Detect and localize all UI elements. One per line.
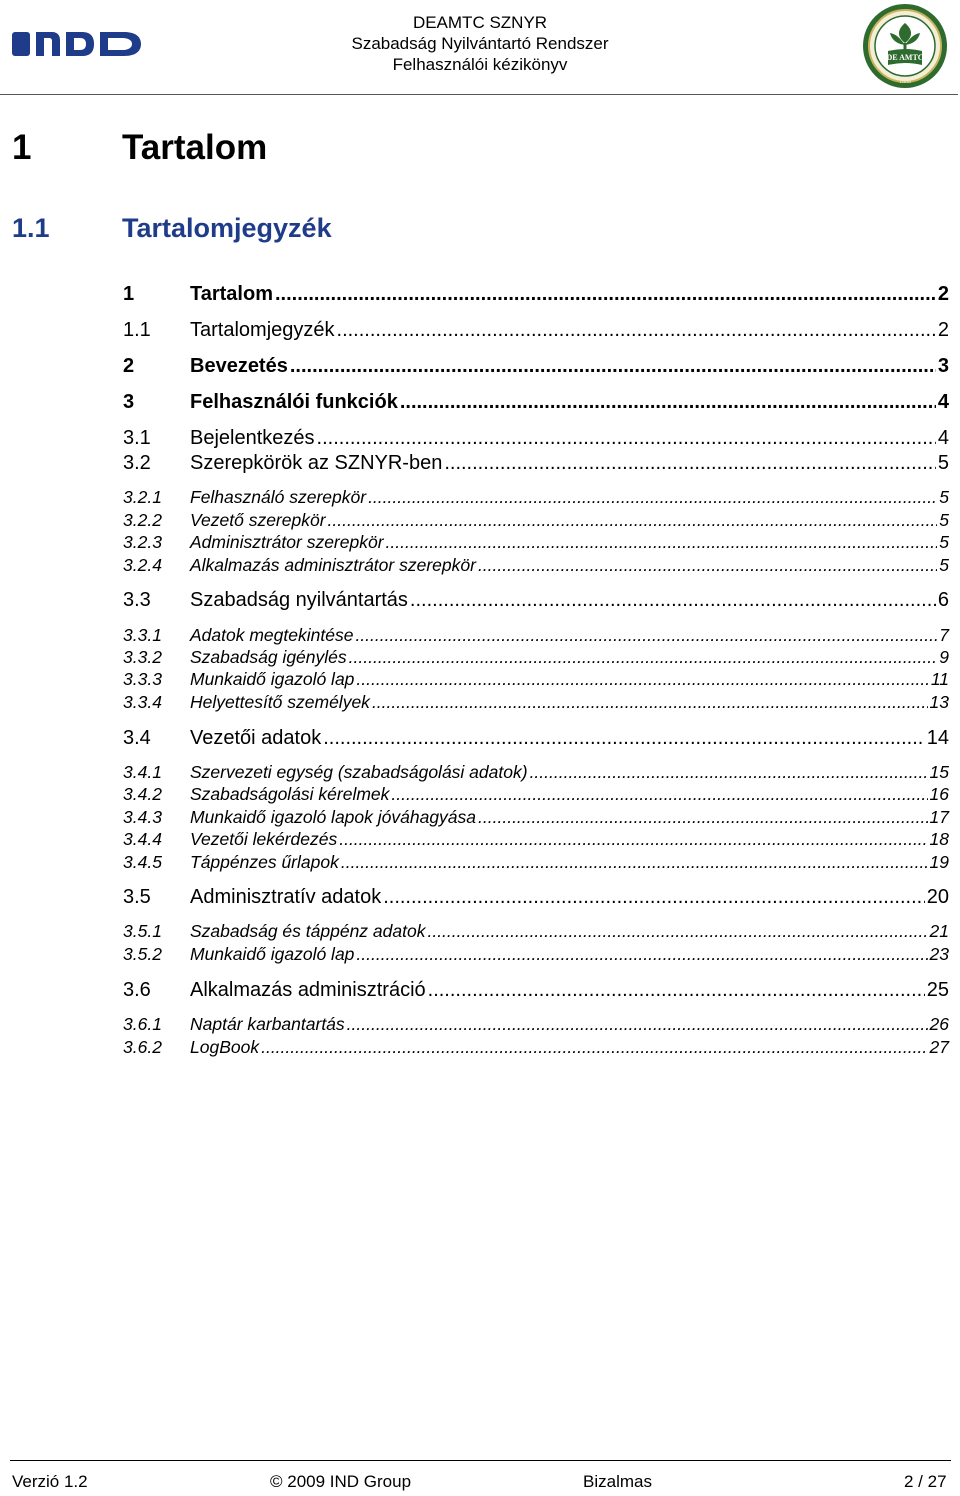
toc-leader-dots	[339, 829, 927, 850]
toc-leader-dots	[386, 532, 938, 553]
toc-entry-title: Szabadság és táppénz adatok	[190, 921, 426, 941]
toc-entry-number: 3	[123, 391, 135, 413]
toc-entry-number: 3.3	[123, 589, 151, 611]
toc-leader-dots	[261, 1037, 927, 1058]
toc-entry[interactable]	[123, 532, 949, 553]
toc-entry-title: Adminisztrátor szerepkör	[190, 532, 384, 552]
toc-entry-page: 15	[929, 762, 949, 782]
toc-entry-number: 3.5.2	[123, 944, 162, 964]
toc-entry-number: 3.1	[123, 427, 151, 449]
toc-leader-dots	[530, 762, 928, 783]
toc-entry-title: Munkaidő igazoló lap	[190, 944, 355, 964]
toc-entry-number: 3.4.3	[123, 807, 162, 827]
toc-entry-page: 4	[937, 391, 949, 413]
seal-year: 1868	[899, 79, 911, 85]
toc-entry-title: Naptár karbantartás	[190, 1014, 345, 1034]
toc-leader-dots	[372, 692, 928, 713]
toc-entry-number: 3.2.3	[123, 532, 162, 552]
toc-leader-dots	[317, 427, 936, 450]
toc-entry-page: 5	[939, 532, 949, 552]
toc-entry-title: Felhasználó szerepkör	[190, 487, 367, 507]
toc-entry[interactable]	[123, 692, 949, 713]
footer-confidentiality: Bizalmas	[583, 1472, 652, 1491]
toc-leader-dots	[444, 452, 936, 475]
toc-entry[interactable]	[123, 555, 949, 576]
toc-entry-number: 3.4.1	[123, 762, 162, 782]
toc-entry-title: Táppénzes űrlapok	[190, 852, 339, 872]
toc-entry-title: Szerepkörök az SZNYR-ben	[190, 452, 443, 474]
toc-entry[interactable]	[123, 391, 949, 414]
toc-leader-dots	[337, 319, 936, 342]
toc-entry[interactable]	[123, 1037, 949, 1058]
toc-entry-title: Munkaidő igazoló lap	[190, 669, 355, 689]
toc-entry-page: 6	[937, 589, 949, 611]
toc-entry-title: Alkalmazás adminisztráció	[190, 979, 426, 1001]
heading-1-number: 1	[12, 128, 32, 167]
toc-entry-number: 3.3.3	[123, 669, 162, 689]
heading-2-text: Tartalomjegyzék	[122, 213, 332, 243]
header-line-1: DEAMTC SZNYR	[412, 13, 548, 32]
toc-entry-page: 26	[929, 1014, 949, 1034]
toc-leader-dots	[341, 852, 928, 873]
toc-entry-number: 3.5	[123, 886, 151, 908]
toc-entry[interactable]	[123, 647, 949, 668]
toc-entry-title: Munkaidő igazoló lapok jóváhagyása	[190, 807, 477, 827]
toc-leader-dots	[410, 589, 936, 612]
toc-entry-page: 9	[939, 647, 949, 667]
toc-entry-page: 16	[929, 784, 949, 804]
toc-entry-number: 3.4.5	[123, 852, 162, 872]
toc-entry-title: Adminisztratív adatok	[190, 886, 382, 908]
toc-entry-title: Szabadságolási kérelmek	[190, 784, 390, 804]
toc-entry[interactable]	[123, 487, 949, 508]
toc-entry-title: Adatok megtekintése	[190, 625, 354, 645]
toc-entry[interactable]	[123, 944, 949, 965]
toc-entry-number: 1	[123, 283, 135, 305]
toc-entry[interactable]	[123, 979, 949, 1002]
toc-leader-dots	[347, 1014, 928, 1035]
toc-entry-number: 3.2	[123, 452, 151, 474]
toc-entry-title: Vezetői adatok	[190, 727, 322, 749]
toc-entry-page: 2	[937, 283, 949, 305]
toc-entry-page: 18	[929, 829, 949, 849]
toc-leader-dots	[478, 555, 937, 576]
header-line-2: Szabadság Nyilvántartó Rendszer	[351, 34, 609, 53]
toc-entry-page: 7	[939, 625, 949, 645]
toc-entry[interactable]	[123, 852, 949, 873]
toc-entry-page: 5	[937, 452, 949, 474]
toc-entry-page: 27	[929, 1037, 949, 1057]
toc-leader-dots	[356, 944, 927, 965]
toc-entry-number: 3.6.1	[123, 1014, 162, 1034]
toc-leader-dots	[383, 886, 925, 909]
toc-entry[interactable]	[123, 762, 949, 783]
toc-entry-number: 3.4	[123, 727, 151, 749]
toc-leader-dots	[349, 647, 938, 668]
toc-leader-dots	[356, 669, 928, 690]
toc-entry-title: Szabadság igénylés	[190, 647, 347, 667]
toc-entry-page: 23	[929, 944, 949, 964]
toc-entry-page: 11	[930, 669, 949, 689]
toc-entry-title: Helyettesítő személyek	[190, 692, 370, 712]
toc-entry-number: 3.4.2	[123, 784, 162, 804]
toc-entry-number: 3.6	[123, 979, 151, 1001]
toc-entry-title: Felhasználói funkciók	[190, 391, 398, 413]
table-of-contents	[123, 0, 949, 1100]
toc-entry-title: Bevezetés	[190, 355, 288, 377]
toc-entry[interactable]	[123, 283, 949, 306]
toc-entry-title: Szervezeti egység (szabadságolási adatok)	[190, 762, 528, 782]
toc-entry-number: 3.3.1	[123, 625, 162, 645]
toc-entry-number: 3.6.2	[123, 1037, 162, 1057]
footer-copyright: © 2009 IND Group	[270, 1472, 412, 1491]
toc-entry-page: 5	[939, 487, 949, 507]
toc-entry[interactable]	[123, 807, 949, 828]
toc-entry-page: 19	[929, 852, 949, 872]
toc-entry-page: 4	[937, 427, 949, 449]
toc-entry-page: 5	[939, 555, 949, 575]
footer-page-number: 2 / 27	[904, 1472, 947, 1491]
toc-entry-title: Vezető szerepkör	[190, 510, 326, 530]
toc-leader-dots	[428, 979, 925, 1002]
toc-entry[interactable]	[123, 921, 949, 942]
toc-entry[interactable]	[123, 355, 949, 378]
toc-entry-title: Tartalom	[190, 283, 273, 305]
toc-entry-number: 3.2.4	[123, 555, 162, 575]
toc-leader-dots	[290, 355, 936, 378]
footer-version: Verzió 1.2	[12, 1472, 88, 1491]
toc-entry-number: 3.3.4	[123, 692, 162, 712]
toc-leader-dots	[323, 727, 925, 750]
toc-entry-title: Szabadság nyilvántartás	[190, 589, 408, 611]
seal-text: DE AMTC	[886, 53, 924, 62]
toc-entry[interactable]	[123, 319, 949, 342]
toc-entry-title: Alkalmazás adminisztrátor szerepkör	[190, 555, 476, 575]
toc-leader-dots	[400, 391, 936, 414]
toc-entry-page: 25	[926, 979, 949, 1001]
toc-entry[interactable]	[123, 589, 949, 612]
toc-entry-number: 3.3.2	[123, 647, 162, 667]
toc-leader-dots	[368, 487, 937, 508]
header-line-3: Felhasználói kézikönyv	[392, 55, 568, 74]
toc-entry[interactable]	[123, 886, 949, 909]
toc-entry-page: 17	[929, 807, 949, 827]
toc-entry[interactable]	[123, 625, 949, 646]
toc-leader-dots	[427, 921, 927, 942]
toc-leader-dots	[391, 784, 927, 805]
toc-entry-number: 3.2.1	[123, 487, 162, 507]
toc-entry[interactable]	[123, 784, 949, 805]
footer-divider	[10, 1460, 951, 1461]
toc-entry-page: 13	[929, 692, 949, 712]
toc-entry-page: 14	[926, 727, 949, 749]
toc-entry-number: 2	[123, 355, 135, 377]
toc-entry-page: 2	[937, 319, 949, 341]
toc-entry-page: 21	[929, 921, 949, 941]
toc-entry-title: LogBook	[190, 1037, 260, 1057]
heading-1-text: Tartalom	[122, 128, 268, 167]
toc-entry-page: 3	[937, 355, 949, 377]
toc-entry[interactable]	[123, 452, 949, 475]
toc-entry-page: 5	[939, 510, 949, 530]
toc-entry-title: Tartalomjegyzék	[190, 319, 335, 341]
toc-entry[interactable]	[123, 829, 949, 850]
toc-entry[interactable]	[123, 727, 949, 750]
toc-leader-dots	[275, 283, 936, 306]
toc-entry[interactable]	[123, 510, 949, 531]
toc-entry-page: 20	[926, 886, 949, 908]
toc-entry-title: Bejelentkezés	[190, 427, 315, 449]
toc-leader-dots	[355, 625, 937, 646]
toc-entry-number: 1.1	[123, 319, 151, 341]
heading-2-number: 1.1	[12, 213, 50, 243]
toc-entry-number: 3.4.4	[123, 829, 162, 849]
toc-entry[interactable]	[123, 1014, 949, 1035]
toc-entry[interactable]	[123, 427, 949, 450]
toc-entry[interactable]	[123, 669, 949, 690]
toc-entry-number: 3.2.2	[123, 510, 162, 530]
toc-entry-title: Vezetői lekérdezés	[190, 829, 338, 849]
toc-leader-dots	[328, 510, 938, 531]
toc-entry-number: 3.5.1	[123, 921, 162, 941]
toc-leader-dots	[478, 807, 928, 828]
